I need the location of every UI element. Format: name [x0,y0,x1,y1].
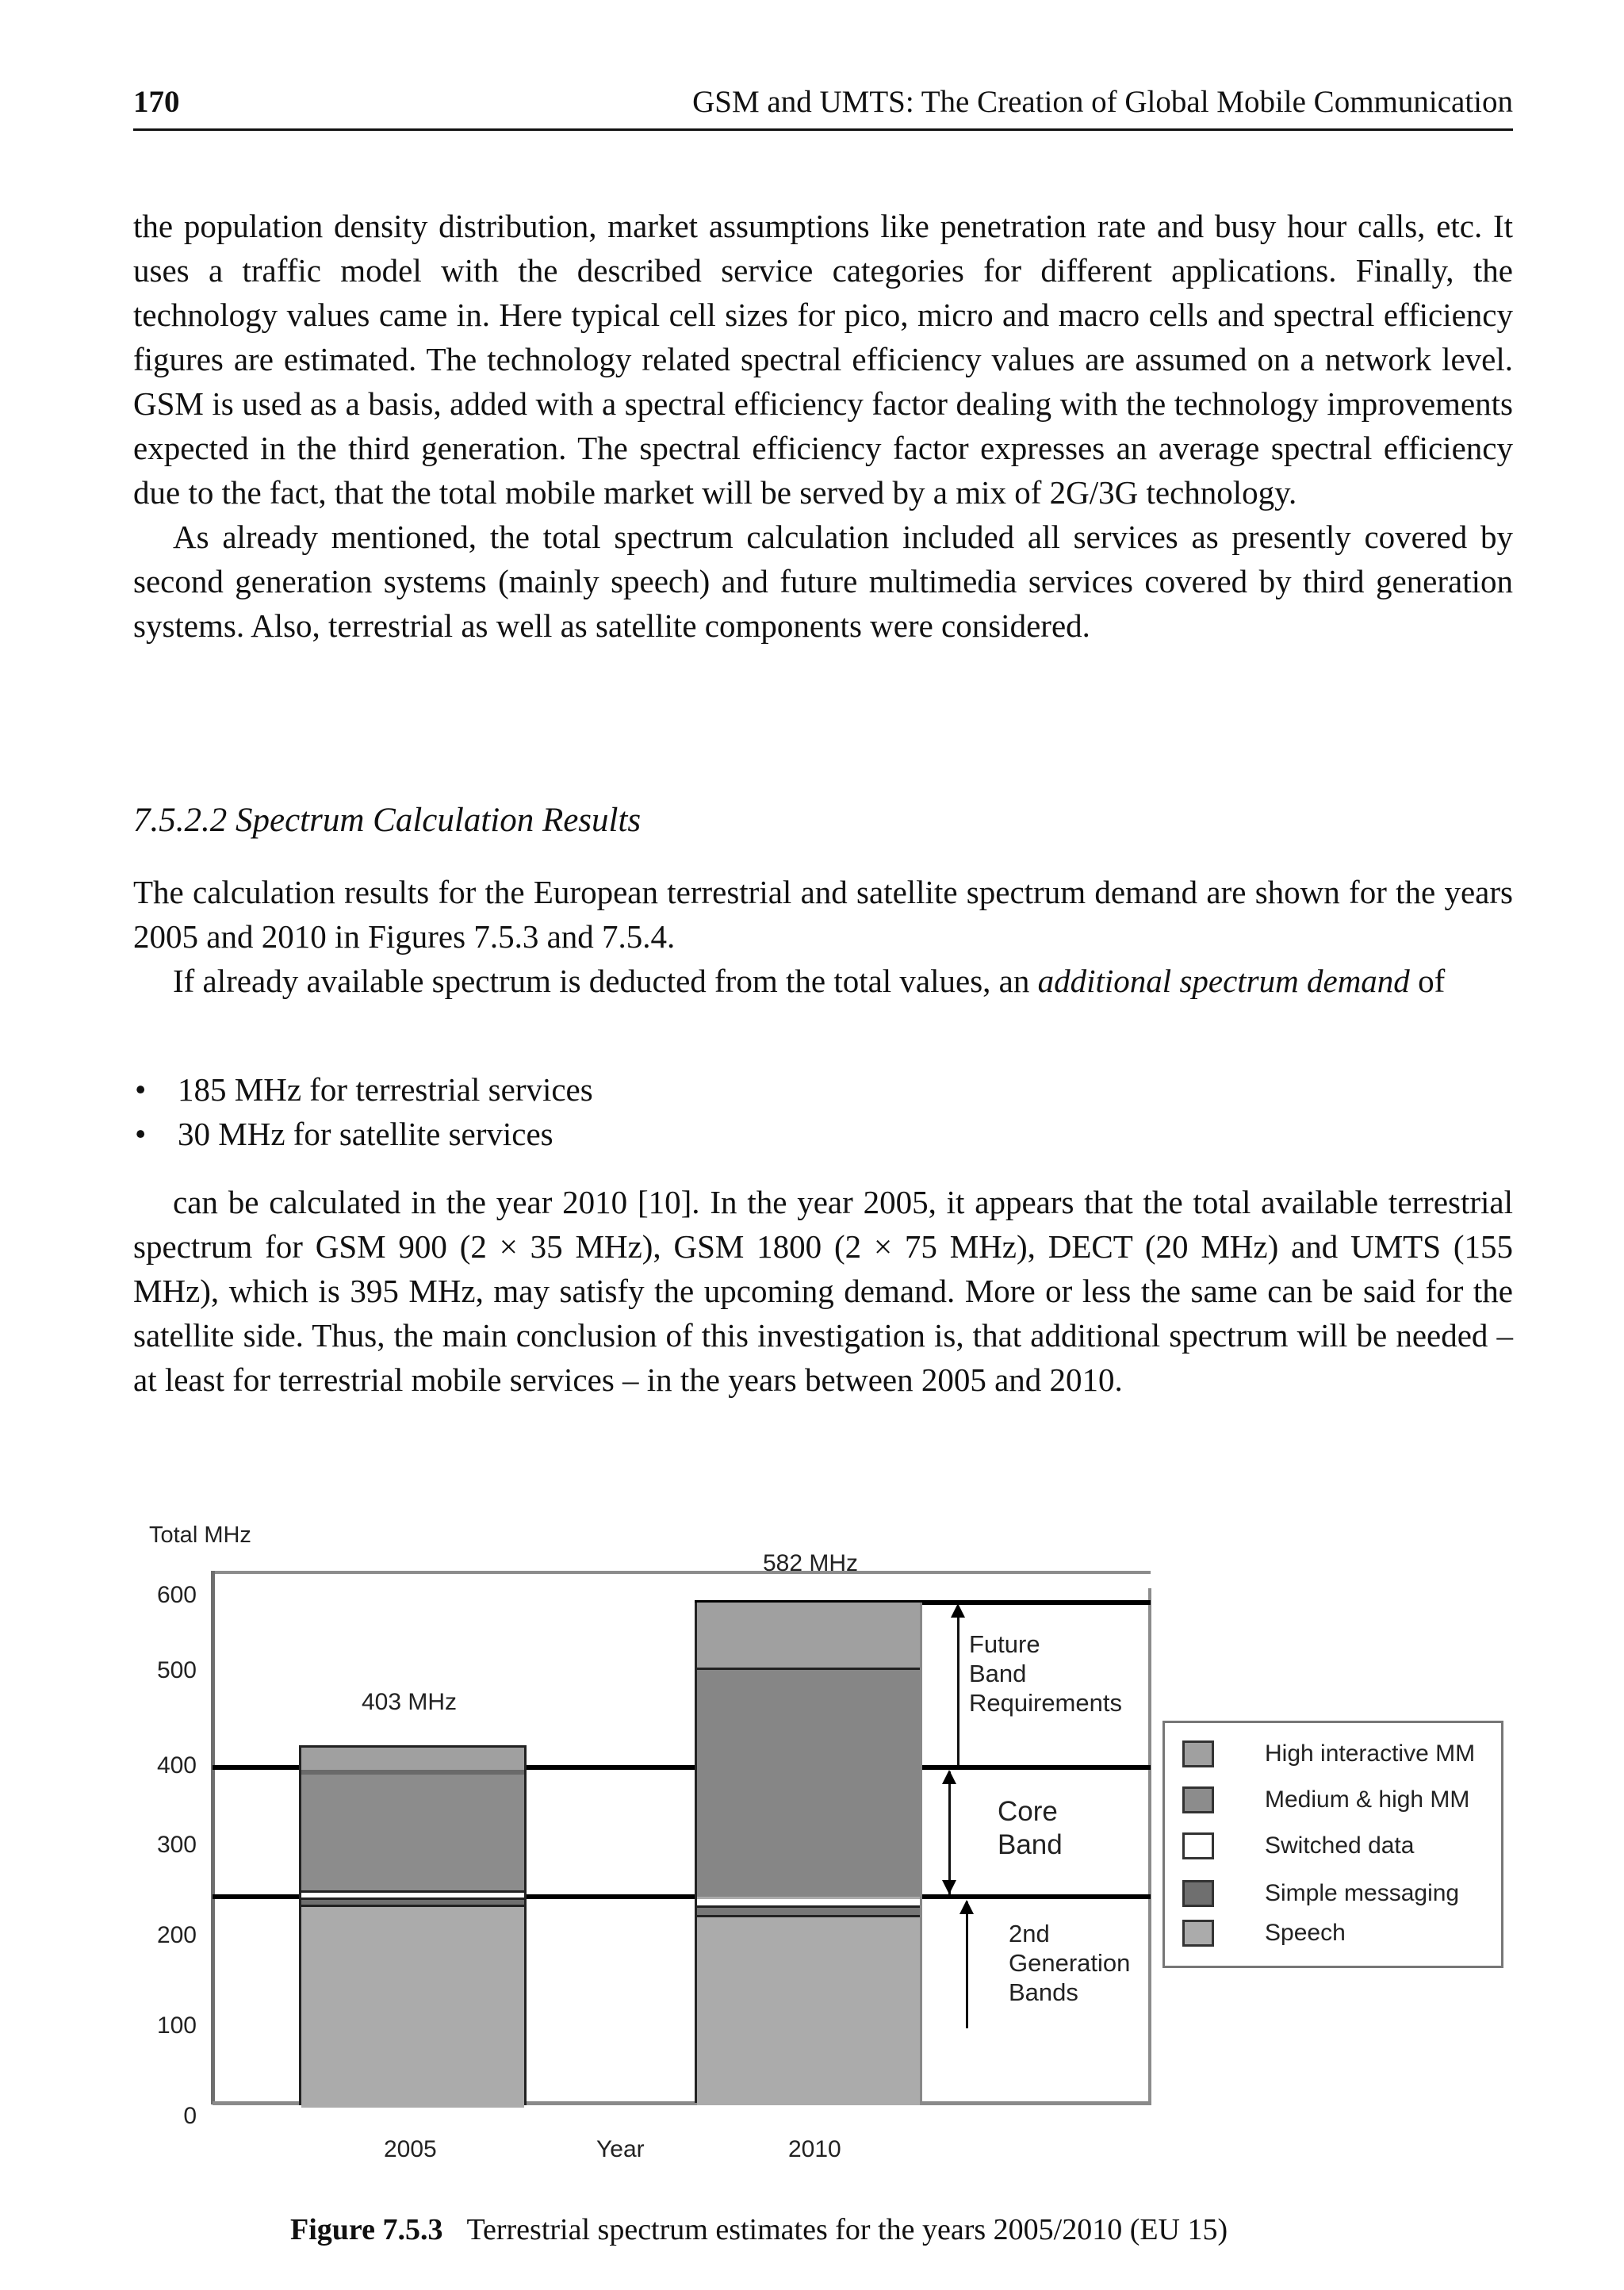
paragraph-2: As already mentioned, the total spectrum calculation included all services as presently covered by second generation systems (mainly speech) and future multimedia services covered by third generation systems. Also, terrestrial as well as satellite components were considered. [133,519,1513,644]
segment-medium-high-mm [301,1770,524,1890]
bar-total-label-2005: 403 MHz [362,1689,458,1715]
body-paragraph-group-1 [133,204,1513,648]
annotation-line: Future [969,1630,1040,1658]
body-paragraph-group-2 [133,870,1513,1003]
legend-label: Speech [1265,1920,1346,1946]
segment-simple-messaging [697,1905,920,1915]
bar-2010[interactable] [695,1603,922,2103]
paragraph-4-emphasis: additional spectrum demand [1037,963,1410,999]
annotation-line: Generation [1009,1949,1131,1977]
paragraph-3: The calculation results for the European terrestrial and satellite spectrum demand are shown for the years 2005 and 2010 in Figures 7.5.3 and 7.5.4. [133,874,1513,955]
bullet-icon: • [135,1116,147,1152]
annotation-line: 2nd [1009,1920,1050,1947]
y-axis-title: Total MHz [149,1522,251,1548]
legend-swatch [1182,1880,1214,1907]
arrow-up-icon [951,1603,965,1618]
y-tick-label: 400 [156,1752,197,1779]
arrow-down-icon [942,1880,956,1894]
paragraph-4-start: If already available spectrum is deducted from the total values, an [173,963,1038,999]
y-tick-label: 100 [156,2012,197,2039]
y-tick-label: 300 [156,1832,197,1858]
segment-simple-messaging [301,1897,524,1905]
segment-speech [697,1915,920,2105]
core-band-annotation [998,1795,1063,1862]
legend-item-speech [1182,1920,1492,1951]
y-axis-line [211,1571,215,2104]
future-band-annotation [969,1629,1122,1718]
segment-high-interactive-mm [301,1748,524,1770]
bar-total-label-2010: 582 MHz [763,1550,859,1576]
y-tick-label: 0 [183,2103,197,2129]
segment-speech [301,1905,524,2108]
bullet-item [133,1067,1513,1112]
annotation-line: Requirements [969,1689,1122,1717]
annotation-line: Bands [1009,1978,1078,2006]
plot-frame-top [213,1571,1151,1574]
y-tick-label: 500 [156,1657,197,1683]
bullet-icon: • [135,1071,147,1108]
legend-swatch [1182,1832,1214,1859]
segment-switched-data [301,1890,524,1897]
second-gen-annotation [1009,1919,1130,2007]
paragraph-4-end: of [1409,963,1446,999]
paragraph-5: can be calculated in the year 2010 [10]. In the year 2005, it appears that the total available terrestrial spectrum for GSM 900 (2 × 35 MHz), GSM 1800 (2 × 75 MHz), DECT (20 MHz) and UMTS (155 MHz), which is 395 MHz, may satisfy the upcoming demand. More or less the same can be said for the satellite side. Thus, the main conclusion of this investigation is, that additional spectrum will be needed – at least for terrestrial mobile services – in the years between 2005 and 2010. [133,1184,1513,1398]
chart-legend [1162,1721,1503,1968]
annotation-line: Core [998,1796,1058,1827]
plot-frame-right [1148,1588,1151,2104]
bullet-text: 30 MHz for satellite services [178,1116,553,1152]
segment-high-interactive-mm [697,1603,920,1668]
section-heading: 7.5.2.2 Spectrum Calculation Results [133,802,642,839]
figure-caption-text: Terrestrial spectrum estimates for the years 2005/2010 (EU 15) [466,2213,1228,2246]
x-axis-title: Year [596,2136,645,2162]
figure-caption [290,2212,1228,2247]
y-tick-label: 600 [156,1582,197,1608]
bullet-item [133,1112,1513,1156]
book-title: GSM and UMTS: The Creation of Global Mobile Communication [692,85,1513,119]
annotation-line: Band [969,1660,1027,1687]
x-tick-label: 2010 [788,2136,841,2162]
bullet-text: 185 MHz for terrestrial services [178,1071,593,1108]
bullet-list [133,1067,1513,1156]
paragraph-1: the population density distribution, market assumptions like penetration rate and busy hour calls, etc. It uses a traffic model with the described service categories for different applications. Finally, the technology values came in. Here typical cell sizes for pico, micro and macro cells and spectral efficiency figures are estimated. The technology related spectral efficiency values are assumed on a network level. GSM is used as a basis, added with a spectral efficiency factor dealing with the technology improvements expected in the third generation. The spectral efficiency factor expresses an average spectral efficiency due to the fact, that the total mobile market will be served by a mix of 2G/3G technology. [133,208,1513,511]
y-tick-label: 200 [156,1922,197,1948]
future-band-arrow [957,1606,959,1765]
figure-label: Figure 7.5.3 [290,2213,443,2246]
arrow-up-icon [942,1770,956,1784]
paragraph-4 [133,959,1513,1003]
annotation-line: Band [998,1829,1063,1860]
legend-label: Simple messaging [1265,1880,1460,1906]
core-band-arrow [948,1771,951,1894]
second-gen-arrow [966,1901,968,2028]
bar-2005[interactable] [299,1745,527,2105]
legend-label: Switched data [1265,1832,1415,1859]
legend-label: High interactive MM [1265,1740,1476,1767]
arrow-up-icon [959,1900,974,1914]
segment-switched-data [697,1899,920,1905]
x-tick-label: 2005 [384,2136,437,2162]
legend-item-switched-data [1182,1832,1492,1864]
legend-label: Medium & high MM [1265,1786,1470,1813]
legend-item-medium-high-mm [1182,1786,1492,1818]
legend-swatch [1182,1740,1214,1767]
page-number: 170 [133,85,180,119]
legend-item-simple-messaging [1182,1880,1492,1912]
legend-swatch [1182,1920,1214,1947]
legend-swatch [1182,1786,1214,1813]
legend-item-high-interactive-mm [1182,1740,1492,1772]
running-head [133,81,1513,131]
body-paragraph-group-3 [133,1180,1513,1402]
segment-medium-high-mm [697,1668,920,1897]
